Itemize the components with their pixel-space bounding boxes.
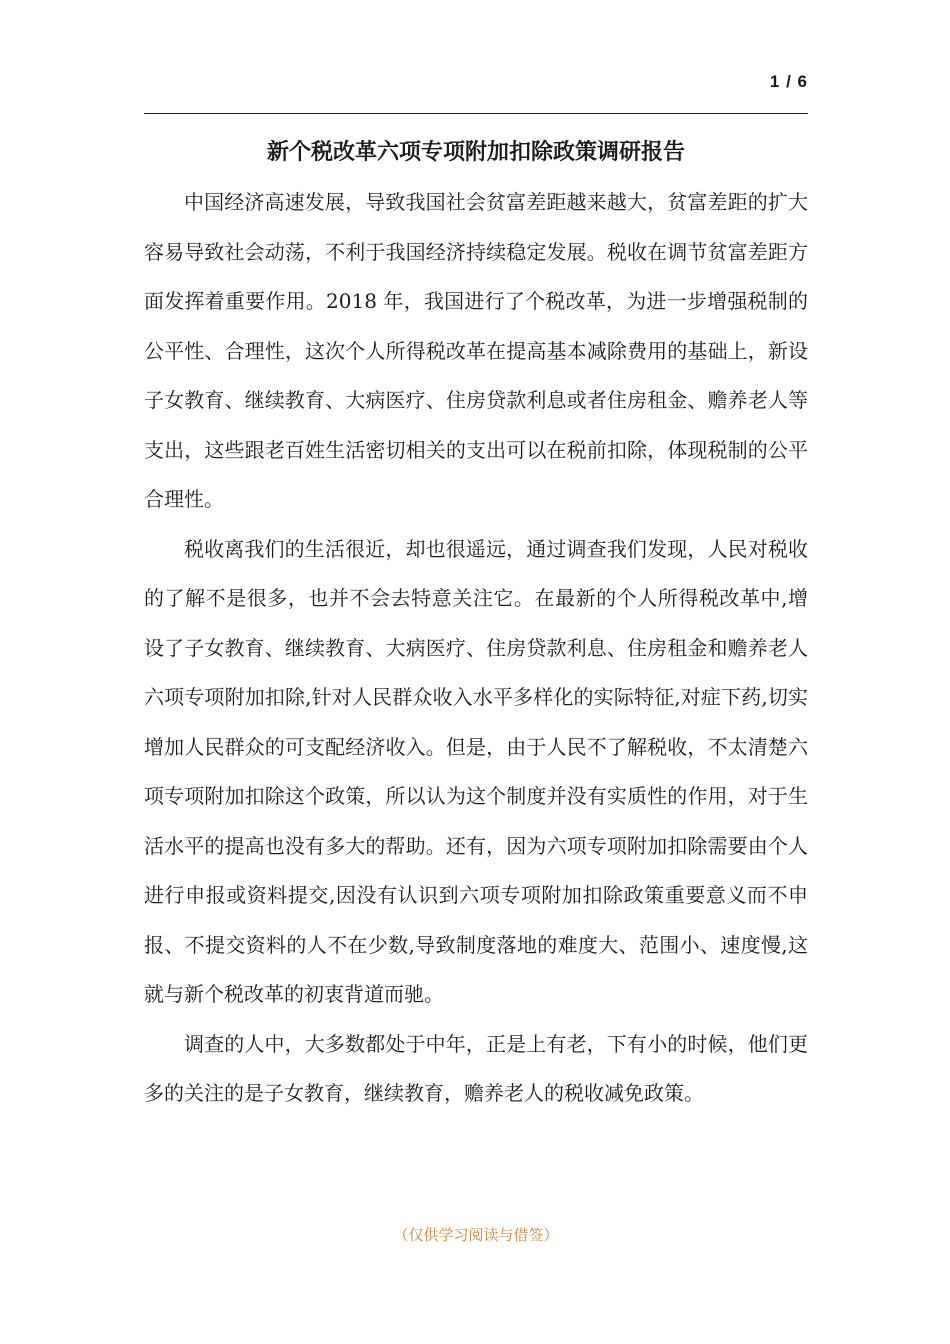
document-body [144,178,808,1119]
body-paragraph-3: 调查的人中，大多数都处于中年，正是上有老，下有小的时候，他们更多的关注的是子女教育，继续教育，赡养老人的税收减免政策。 [144,1031,808,1105]
header-divider [144,113,808,114]
body-paragraph-2: 税收离我们的生活很近，却也很遥远，通过调查我们发现，人民对税收的了解不是很多，也并不会去特意关注它。在最新的个人所得税改革中,增设了子女教育、继续教育、大病医疗、住房贷款利息、住房租金和赡养老人六项专项附加扣除,针对人民群众收入水平多样化的实际特征,对症下药,切实增加人民群众的可支配经济收入。但是，由于人民不了解税收，不太清楚六项专项附加扣除这个政策，所以认为这个制度并没有实质性的作用，对于生活水平的提高也没有多大的帮助。还有，因为六项专项附加扣除需要由个人进行申报或资料提交,因没有认识到六项专项附加扣除政策重要意义而不申报、不提交资料的人不在少数,导致制度落地的难度大、范围小、速度慢,这就与新个税改革的初衷背道而驰。 [144,536,808,1006]
document-title: 新个税改革六项专项附加扣除政策调研报告 [266,139,685,165]
body-paragraph-1: 中国经济高速发展，导致我国社会贫富差距越来越大，贫富差距的扩大容易导致社会动荡，不利于我国经济持续稳定发展。税收在调节贫富差距方面发挥着重要作用。2018 年，我国进行了个税改革，为进一步增强税制的公平性、合理性，这次个人所得税改革在提高基本减除费用的基础上，新设子女教育、继续教育、大病医疗、住房贷款利息或者住房租金、赡养老人等支出，这些跟老百姓生活密切相关的支出可以在税前扣除，体现税制的公平合理性。 [144,190,808,511]
footer-note: （仅供学习阅读与借签） [393,1226,559,1244]
page-number: 1 / 6 [769,72,808,91]
